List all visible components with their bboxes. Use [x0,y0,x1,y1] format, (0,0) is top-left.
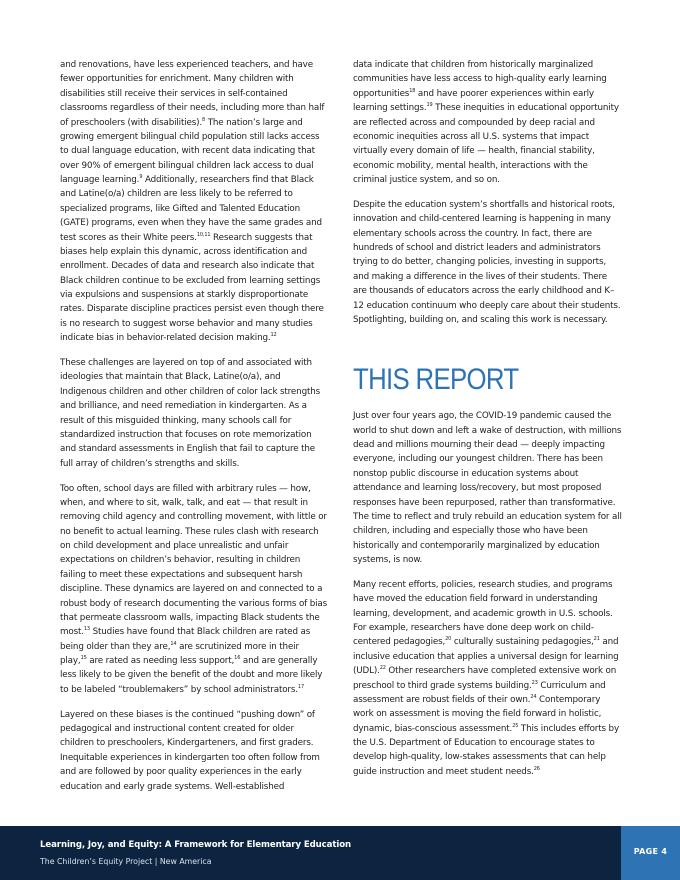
page-footer [0,826,680,880]
footnote-ref[interactable]: 22 [379,665,386,672]
footer-subtitle: The Children’s Equity Project | New America [40,857,212,866]
left-column [60,58,328,804]
footnote-ref[interactable]: 20 [445,636,452,643]
footnote-ref[interactable]: 14 [170,640,177,647]
body-paragraph: Too often, school days are filled with arbitrary rules — how, when, and where to sit, walk, talk, and eat — that result in removing child agency and controlling movement, with little or no benefit to actual learning. These rules clash with research on child development and place unrealistic and unfair expectations on children’s behavior, resulting in children failing to meet these expectations and subsequent harsh discipline. These dynamics are layered on and connected to a robust body of research documenting the various forms of bias that permeate classroom walls, impacting Black students the most.$^{13}$ Studies have found that Black children are rated as being older than they are,$^{14}$ are scrutinized more in their play,$^{15}$ are rated as needing less support,$^{16}$ and are generally less likely to be given the benefit of the doubt and more likely to be labeled “troublemakers” by school administrators.$^{17}$ [60,483,328,695]
footnote-ref[interactable]: 25 [512,722,519,729]
footnote-ref[interactable]: 10,11 [196,231,211,238]
footnote-ref[interactable]: 12 [270,332,277,339]
body-paragraph: Many recent efforts, policies, research studies, and programs have moved the education field forward in understanding learning, development, and academic growth in U.S. schools. For example, researchers have done deep work on child-centered pedagogies,$^{20}$ culturally sustaining pedagogies,$^{21}$ and inclusive education that applies a universal design for learning (UDL).$^{22}$ Other researchers have completed extensive work on preschool to third grade systems building.$^{23}$ Curriculum and assessment are robust fields of their own.$^{24}$ Contemporary work on assessment is moving the field forward in holistic, dynamic, bias-conscious assessment.$^{25}$ This includes efforts by the U.S. Department of Education to encourage states to develop high-quality, low-stakes assessments that can help guide instruction and meet student needs.$^{26}$ [353,579,619,777]
footnote-ref[interactable]: 8 [202,116,206,123]
footnote-ref[interactable]: 19 [426,102,433,109]
right-column [353,58,623,790]
body-paragraph: Layered on these biases is the continued “pushing down” of pedagogical and instructional content created for older children to preschoolers, Kindergarteners, and first graders. Inequitable experiences in kindergarten too often follow from and are followed by poor quality experiences in the early education and early grade systems. Well-established [60,709,320,792]
page-number-box [621,826,680,880]
body-paragraph: and renovations, have less experienced teachers, and have fewer opportunities for enrichment. Many children with disabilities still receive their services in self-contained classrooms regardless of their needs, including more than half of preschoolers (with disabilities).$^8$ The nation’s large and growing emergent bilingual child population still lacks access to dual language education, with recent data indicating that over 90% of emergent bilingual children lack access to dual language learning.$^9$ Additionally, researchers find that Black and Latine(o/a) children are less likely to be referred to specialized programs, like Gifted and Talented Education (GATE) programs, even when they have the same grades and test scores as their White peers.$^{10,11}$ Research suggests that biases help explain this dynamic, across identification and enrollment. Decades of data and research also indicate that Black children continue to be excluded from learning settings via expulsions and suspensions at starkly disproportionate rates. Disparate discipline practices persist even though there is no research to suggest worse behavior and many studies indicate bias in behavior-related decision making.$^{12}$ [60,60,325,344]
page-number: PAGE 4 [633,847,668,856]
footnote-ref[interactable]: 21 [593,636,600,643]
body-paragraph: Despite the education system’s shortfalls and historical roots, innovation and child-centered learning is happening in many elementary schools across the country. In fact, there are hundreds of school and district leaders and administrators trying to do better, changing policies, investing in supports, and making a difference in the lives of their students. There are thousands of educators across the early childhood and K–12 education continuum who deeply care about their students. Spotlighting, building on, and scaling this work is necessary. [353,199,621,325]
footnote-ref[interactable]: 18 [409,87,416,94]
footnote-ref[interactable]: 16 [234,655,241,661]
footnote-ref[interactable]: 26 [533,765,540,772]
body-paragraph: data indicate that children from historically marginalized communities have less access to high-quality early learning opportunities$^{18}$ and have poorer experiences within early learning settings.$^{19}$ These inequities in educational opportunity are reflected across and compounded by deep racial and economic inequities across all U.S. systems that impact virtually every domain of life — health, financial stability, economic mobility, mental health, interactions with the criminal justice system, and so on. [353,60,619,185]
footnote-ref[interactable]: 9 [139,174,143,180]
body-paragraph: These challenges are layered on top of and associated with ideologies that maintain that Black, Latine(o/a), and Indigenous children and other children of color lack strengths and brilliance, and need remediation in kindergarten. As a result of this misguided thinking, many schools call for standardized instruction that focuses on rote memorization and standard assessments in English that fail to capture the full array of children’s strengths and skills. [60,358,321,469]
footnote-ref[interactable]: 24 [530,693,537,700]
footnote-ref[interactable]: 23 [531,679,538,686]
section-heading: THIS REPORT [353,363,519,397]
footnote-ref[interactable]: 17 [297,683,304,690]
body-paragraph: Just over four years ago, the COVID-19 pandemic caused the world to shut down and left a wake of destruction, with millions dead and millions mourning their dead — deeply impacting everyone, including our youngest children. There has been nonstop public discourse in education systems about attendance and learning loss/recovery, but most proposed responses have been repurposed, rather than transformative. The time to reflect and truly rebuild an education system for all children, including and especially those who have been historically and contemporarily marginalized by education systems, is now. [353,411,622,565]
footnote-ref[interactable]: 15 [80,655,87,661]
footnote-ref[interactable]: 13 [83,626,90,633]
footer-title: Learning, Joy, and Equity: A Framework for Elementary Education [40,840,352,850]
